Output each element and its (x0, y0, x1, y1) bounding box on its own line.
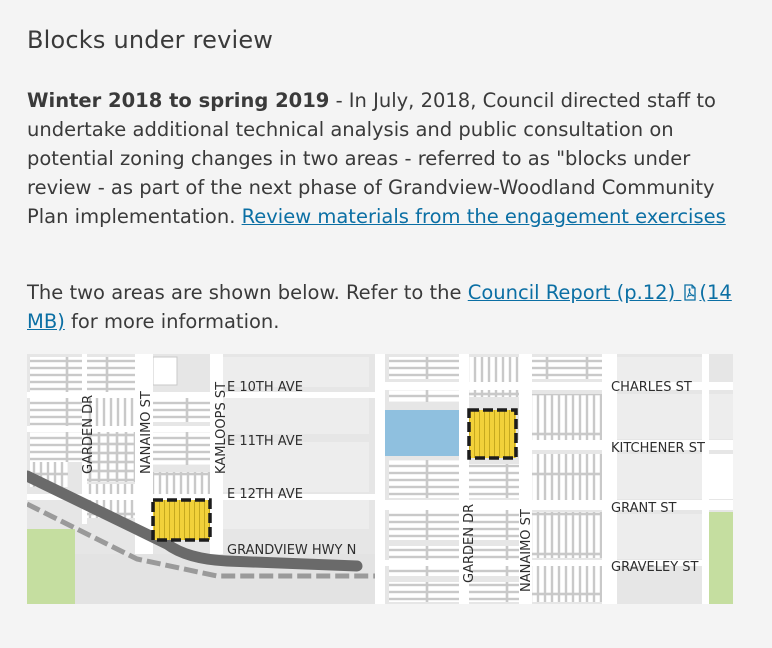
map-right-label-nanaimo: NANAIMO ST (519, 509, 534, 592)
map-right (385, 354, 733, 604)
map-right-label-st1: CHARLES ST (611, 380, 692, 395)
map-left-highlight (153, 500, 210, 540)
map-left-park (27, 529, 75, 604)
map-left-label-ave2: E 11TH AVE (227, 434, 303, 449)
map-left-label-st3: KAMLOOPS ST (214, 381, 229, 474)
intro-lead: Winter 2018 to spring 2019 (27, 89, 330, 112)
map-left-label-st1: GARDEN DR (81, 394, 96, 474)
map-left-label-ave1: E 10TH AVE (227, 380, 303, 395)
council-report-link-text: Council Report (p.12) (467, 281, 676, 304)
map-right-park (709, 512, 733, 604)
review-materials-link[interactable]: Review materials from the engagement exercises (241, 205, 726, 228)
map-right-label-st4: GRAVELEY ST (611, 560, 699, 575)
map-left (27, 354, 375, 604)
note-before: The two areas are shown below. Refer to the (27, 281, 468, 304)
map-right-label-st3: GRANT ST (611, 501, 677, 516)
map-right-label-st2: KITCHENER ST (611, 441, 705, 456)
pdf-icon (683, 284, 697, 301)
note-after: for more information. (64, 310, 280, 333)
blocks-map (27, 354, 733, 604)
section-heading: Blocks under review (27, 26, 274, 54)
map-graphic (27, 354, 733, 604)
map-right-water (385, 410, 459, 456)
map-right-highlight (469, 410, 516, 458)
council-report-size: (14 MB) (27, 281, 732, 333)
map-right-label-dr: GARDEN DR (462, 503, 477, 583)
map-left-label-st2: NANAIMO ST (139, 391, 154, 474)
map-left-label-hwy: GRANDVIEW HWY N (227, 543, 357, 558)
intro-paragraph (27, 86, 752, 231)
map-left-label-ave3: E 12TH AVE (227, 487, 303, 502)
note-paragraph (27, 278, 752, 336)
intro-body: - In July, 2018, Council directed staff to undertake additional technical analysis and public consultation on potential zoning changes in two areas - referred to as "blocks under review - as part of the next phase of Grandview-Woodland Community Plan implementation. (27, 89, 716, 228)
